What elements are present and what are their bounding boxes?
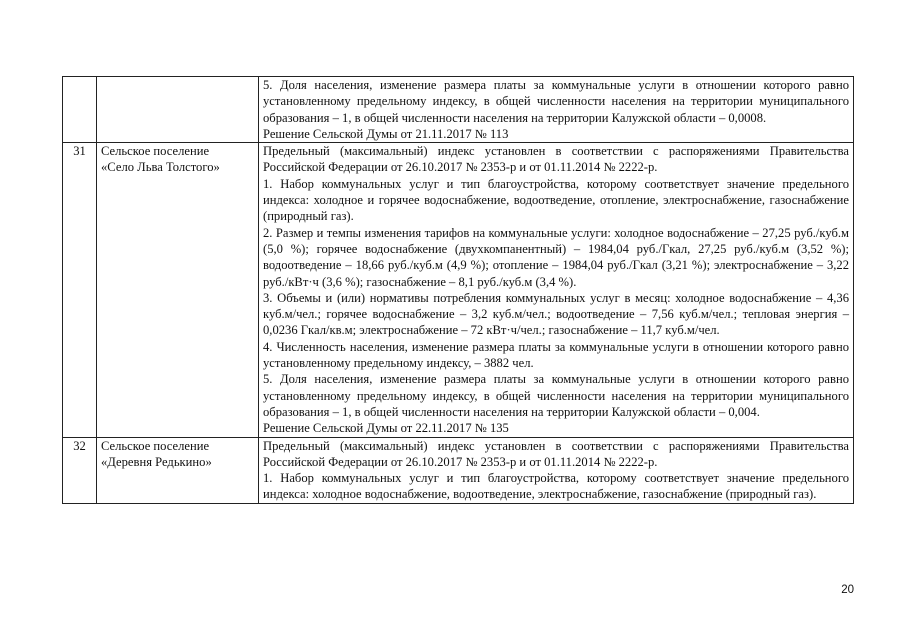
row-number-cell <box>63 77 97 143</box>
table-row <box>63 77 854 143</box>
paragraph: 1. Набор коммунальных услуг и тип благоустройства, которому соответствует значение предельного индекса: холодное и горячее водоснабжение, водоотведение, отопление, электроснабжение, газоснабжение (природный газ). <box>263 176 849 224</box>
settlement-type: Сельское поселение <box>101 144 210 159</box>
settlement-name: «Деревня Редькино» <box>101 454 212 469</box>
paragraph: 5. Доля населения, изменение размера платы за коммунальные услуги в отношении которого равно установленному предельному индексу, в общей численности населения на территории муниципального образования – 1, в общей численности населения на территории Калужской области – 0,004. <box>263 372 849 419</box>
paragraph: 3. Объемы и (или) нормативы потребления коммунальных услуг в месяц: холодное водоснабжение – 4,36 куб.м/чел.; горячее водоснабжение – 3,2 куб.м/чел.; водоотведение – 7,56 куб.м/чел.; тепловая энергия – 0,0236 Гкал/кв.м; электроснабжение – 72 кВт·ч/чел.; газоснабжение – 11,7 куб.м/чел. <box>263 290 849 338</box>
decision-reference: Решение Сельской Думы от 21.11.2017 № 113 <box>263 126 509 141</box>
settlement-name: «Село Льва Толстого» <box>101 160 220 175</box>
paragraph: 1. Набор коммунальных услуг и тип благоустройства, которому соответствует значение предельного индекса: холодное водоснабжение, водоотведение, электроснабжение, газоснабжение (природный газ). <box>263 471 849 502</box>
settlement-name-cell <box>97 437 259 503</box>
paragraph: 5. Доля населения, изменение размера платы за коммунальные услуги в отношении которого равно установленному предельному индексу, в общей численности населения на территории муниципального образования – 1, в общей численности населения на территории Калужской области – 0,0008. <box>263 78 849 125</box>
paragraph: 4. Численность населения, изменение размера платы за коммунальные услуги в отношении которого равно установленному предельному индексу, – 3882 чел. <box>263 339 849 371</box>
paragraph: Предельный (максимальный) индекс установлен в соответствии с распоряжениями Правительства Российской Федерации от 26.10.2017 № 2353-р и от 01.11.2014 № 2222-р. <box>263 144 849 175</box>
row-number-cell: 32 <box>63 437 97 503</box>
decision-reference: Решение Сельской Думы от 22.11.2017 № 135 <box>263 421 509 436</box>
index-info-cell <box>259 143 854 437</box>
paragraph: Предельный (максимальный) индекс установлен в соответствии с распоряжениями Правительства Российской Федерации от 26.10.2017 № 2353-р и от 01.11.2014 № 2222-р. <box>263 438 849 469</box>
paragraph: 2. Размер и темпы изменения тарифов на коммунальные услуги: холодное водоснабжение – 27,25 руб./куб.м (5,0 %); горячее водоснабжение (двухкомпанентный) – 1984,04 руб./Гкал, 27,25 руб./куб.м (3,52 %); водоотведение – 18,66 руб./куб.м (4,9 %); отопление – 1984,04 руб./Гкал (3,21 %); электроснабжение – 3,22 руб./кВт·ч (3,6 %); газоснабжение – 8,1 руб./куб.м (3,4 %). <box>263 225 849 289</box>
settlement-name-cell <box>97 77 259 143</box>
document-table <box>62 76 854 504</box>
row-number-cell: 31 <box>63 143 97 437</box>
table-row <box>63 437 854 503</box>
settlement-name-cell <box>97 143 259 437</box>
page-number: 20 <box>841 584 854 596</box>
index-info-cell <box>259 77 854 143</box>
settlement-type: Сельское поселение <box>101 438 210 453</box>
table-row <box>63 143 854 437</box>
index-info-cell <box>259 437 854 503</box>
